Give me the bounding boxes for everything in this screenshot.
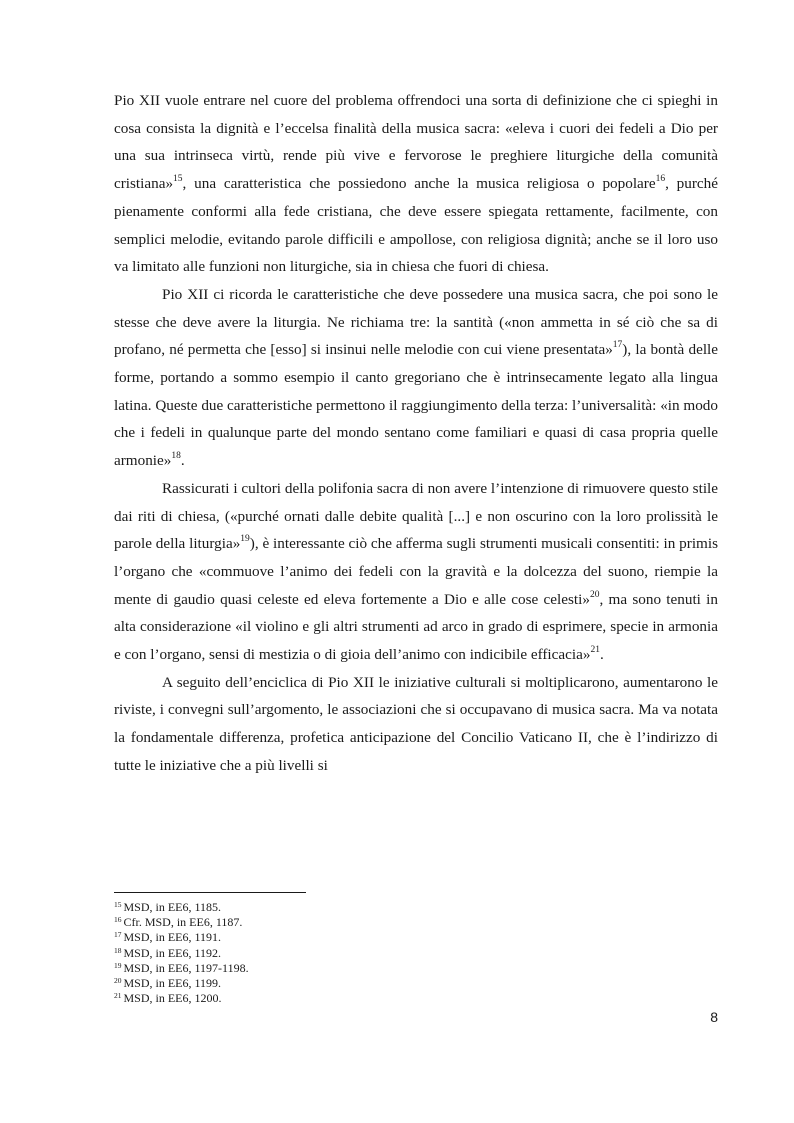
footnote-ref[interactable]: 18 bbox=[171, 451, 181, 462]
footnote-ref[interactable]: 20 bbox=[589, 589, 600, 600]
paragraph-text: A seguito dell’enciclica di Pio XII le iniziative culturali si moltiplicarono, aumentarono le riviste, i convegni sull’argomento, le associazioni che si occupavano di musica sacra. Ma va notata la fondamentale differenza, profetica anticipazione del Concilio Vaticano II, che è l’indirizzo di tutte le iniziative che a più livelli si bbox=[114, 673, 718, 774]
body-text bbox=[114, 87, 718, 780]
paragraph bbox=[114, 475, 718, 669]
footnote bbox=[114, 930, 714, 945]
footnote-ref[interactable]: 15 bbox=[173, 174, 183, 185]
footnote-number: 19 bbox=[114, 960, 122, 970]
paragraph bbox=[114, 669, 718, 780]
footnote-number: 15 bbox=[114, 900, 122, 909]
footnote-ref[interactable]: 19 bbox=[240, 534, 250, 545]
footnote-ref[interactable]: 17 bbox=[612, 340, 623, 351]
footnote bbox=[114, 946, 714, 961]
footnote-separator bbox=[114, 892, 306, 893]
footnote-number: 21 bbox=[114, 991, 122, 1001]
paragraph-text: Pio XII ci ricorda le caratteristiche che deve possedere una musica sacra, che poi sono le stesse che deve avere la liturgia. Ne richiama tre: la santità («non ammetta in sé ciò che sa di profano, né permetta che [esso] si insinui nelle melodie con cui viene presentata» bbox=[114, 285, 718, 359]
footnote-ref[interactable]: 21 bbox=[590, 645, 600, 656]
footnote-text: MSD, in EE6, 1192. bbox=[123, 945, 222, 960]
footnote-ref[interactable]: 16 bbox=[655, 174, 666, 185]
paragraph-text: , purché pienamente conformi alla fede cristiana, che deve essere spiegata rettamente, facilmente, con semplici melodie, evitando parole difficili e ampollose, con religiosa dignità; anche se il loro uso va limitato alle funzioni non liturgiche, sia in chiesa che fuori di chiesa. bbox=[114, 175, 718, 276]
footnote bbox=[114, 915, 714, 930]
paragraph-text: . bbox=[599, 646, 604, 664]
footnote-number: 18 bbox=[114, 945, 122, 955]
paragraph bbox=[114, 87, 718, 281]
footnotes bbox=[114, 900, 714, 1006]
paragraph-text: Pio XII vuole entrare nel cuore del problema offrendoci una sorta di definizione che ci spieghi in cosa consista la dignità e l’eccelsa finalità della musica sacra: «eleva i cuori dei fedeli a Dio per una sua intrinseca virtù, rende più vive e fervorose le preghiere liturgiche della comunità cristiana» bbox=[114, 92, 718, 193]
paragraph-text: , una caratteristica che possiedono anche la musica religiosa o popolare bbox=[182, 175, 656, 193]
footnote bbox=[114, 976, 714, 991]
footnote-text: MSD, in EE6, 1191. bbox=[123, 930, 222, 945]
paragraph-text: , ma sono tenuti in alta considerazione «il violino e gli altri strumenti ad arco in grado di esprimere, specie in armonia e con l’organo, sensi di mestizia o di gioia dell’animo con indicibile efficacia» bbox=[114, 590, 718, 664]
page-number: 8 bbox=[710, 1009, 718, 1025]
footnote-text: MSD, in EE6, 1197-1198. bbox=[123, 960, 249, 975]
footnote bbox=[114, 991, 714, 1006]
footnote-text: MSD, in EE6, 1185. bbox=[123, 900, 222, 914]
footnote-number: 17 bbox=[114, 930, 122, 940]
paragraph-text: . bbox=[180, 452, 185, 470]
footnote-text: MSD, in EE6, 1200. bbox=[123, 991, 222, 1006]
footnote-number: 20 bbox=[114, 976, 122, 986]
footnote bbox=[114, 900, 714, 915]
paragraph-text: ), è interessante ciò che afferma sugli strumenti musicali consentiti: in primis l’organo che «commuove l’animo dei fedeli con la gravità e la dolcezza del suono, riempie la mente di gaudio quasi celeste ed eleva fortemente a Dio e alle cose celesti» bbox=[114, 535, 718, 608]
paragraph bbox=[114, 281, 718, 475]
footnote bbox=[114, 961, 714, 976]
paragraph-text: Rassicurati i cultori della polifonia sacra di non avere l’intenzione di rimuovere questo stile dai riti di chiesa, («purché ornati dalle debite qualità [...] e non oscurino con la loro prolissità le parole della liturgia» bbox=[114, 479, 718, 553]
paragraph-text: ), la bontà delle forme, portando a sommo esempio il canto gregoriano che è intrinsecamente legato alla lingua latina. Queste due caratteristiche permettono il raggiungimento della terza: l’universalità: «in modo che i fedeli in qualunque parte del mondo sentano come familiari e quasi di casa propria quelle armonie» bbox=[114, 341, 718, 470]
footnote-number: 16 bbox=[114, 915, 122, 925]
footnote-text: Cfr. MSD, in EE6, 1187. bbox=[123, 915, 243, 930]
footnote-text: MSD, in EE6, 1199. bbox=[123, 976, 222, 991]
